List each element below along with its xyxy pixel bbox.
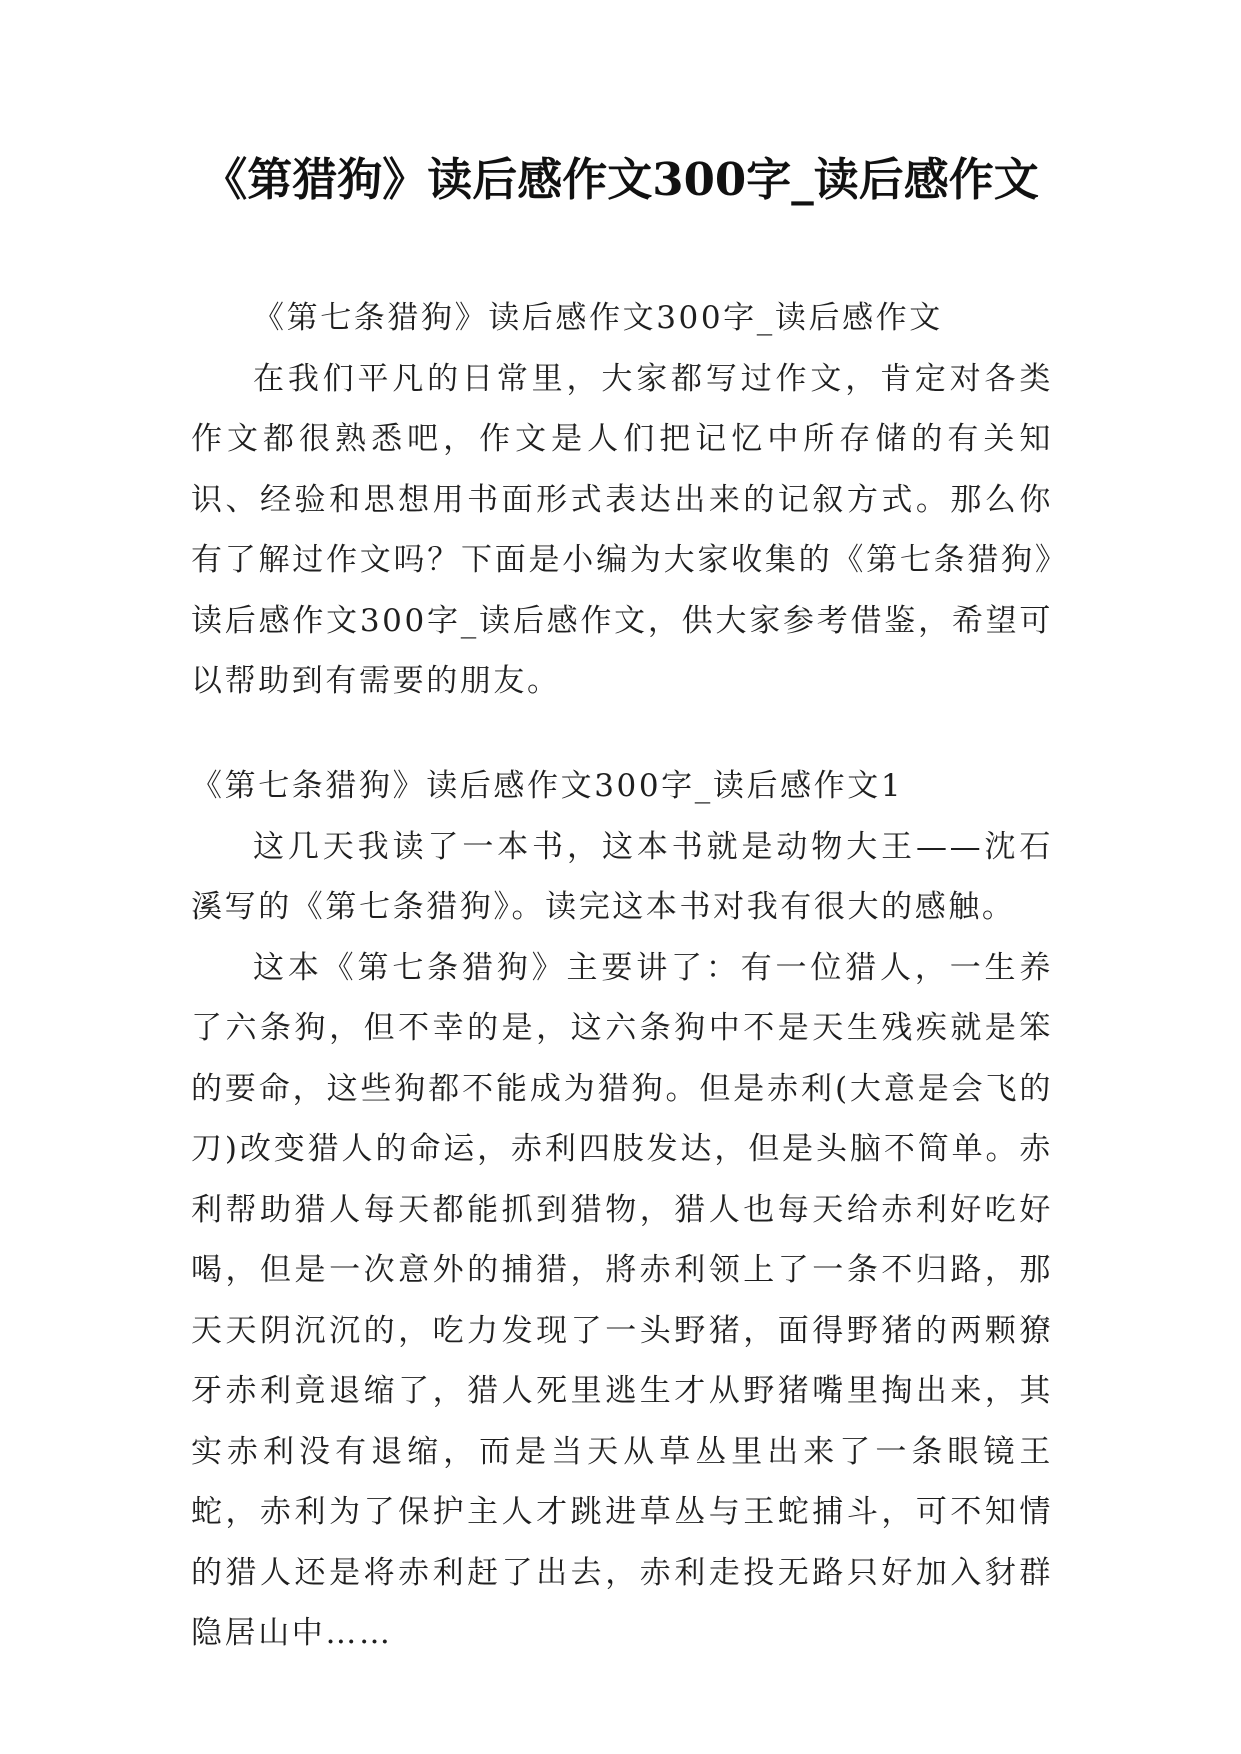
section-1-paragraph-1: 这几天我读了一本书，这本书就是动物大王——沈石溪写的《第七条猎狗》。读完这本书对我有很大的感触。	[191, 828, 1053, 925]
document-title: 《第猎狗》读后感作文300字_读后感作文	[202, 153, 1039, 206]
section-1-paragraph-2: 这本《第七条猎狗》主要讲了：有一位猎人，一生养了六条狗，但不幸的是，这六条狗中不是天生残疾就是笨的要命，这些狗都不能成为猎狗。但是赤利(大意是会飞的刀)改变猎人的命运，赤利四肢发达，但是头脑不简单。赤利帮助猎人每天都能抓到猎物，猎人也每天给赤利好吃好喝，但是一次意外的捕猎，將赤利领上了一条不归路，那天天阴沉沉的，吃力发现了一头野猪，面得野猪的两颗獠牙赤利竟退缩了，猎人死里逃生才从野猪嘴里掏出来，其实赤利没有退缩，而是当天从草丛里出来了一条眼镜王蛇，赤利为了保护主人才跳进草丛与王蛇捕斗，可不知情的猎人还是将赤利赶了出去，赤利走投无路只好加入豺群隐居山中……	[191, 949, 1053, 1651]
intro-block	[191, 288, 1053, 712]
intro-heading: 《第七条猎狗》读后感作文300字_读后感作文	[253, 300, 943, 336]
intro-paragraph: 在我们平凡的日常里，大家都写过作文，肯定对各类作文都很熟悉吧，作文是人们把记忆中所存储的有关知识、经验和思想用书面形式表达出来的记叙方式。那么你有了解过作文吗？下面是小编为大家收集的《第七条猎狗》读后感作文300字_读后感作文，供大家参考借鉴，希望可以帮助到有需要的朋友。	[191, 360, 1053, 699]
section-1-block	[191, 756, 1053, 1664]
section-1-heading: 《第七条猎狗》读后感作文300字_读后感作文1	[191, 768, 904, 804]
